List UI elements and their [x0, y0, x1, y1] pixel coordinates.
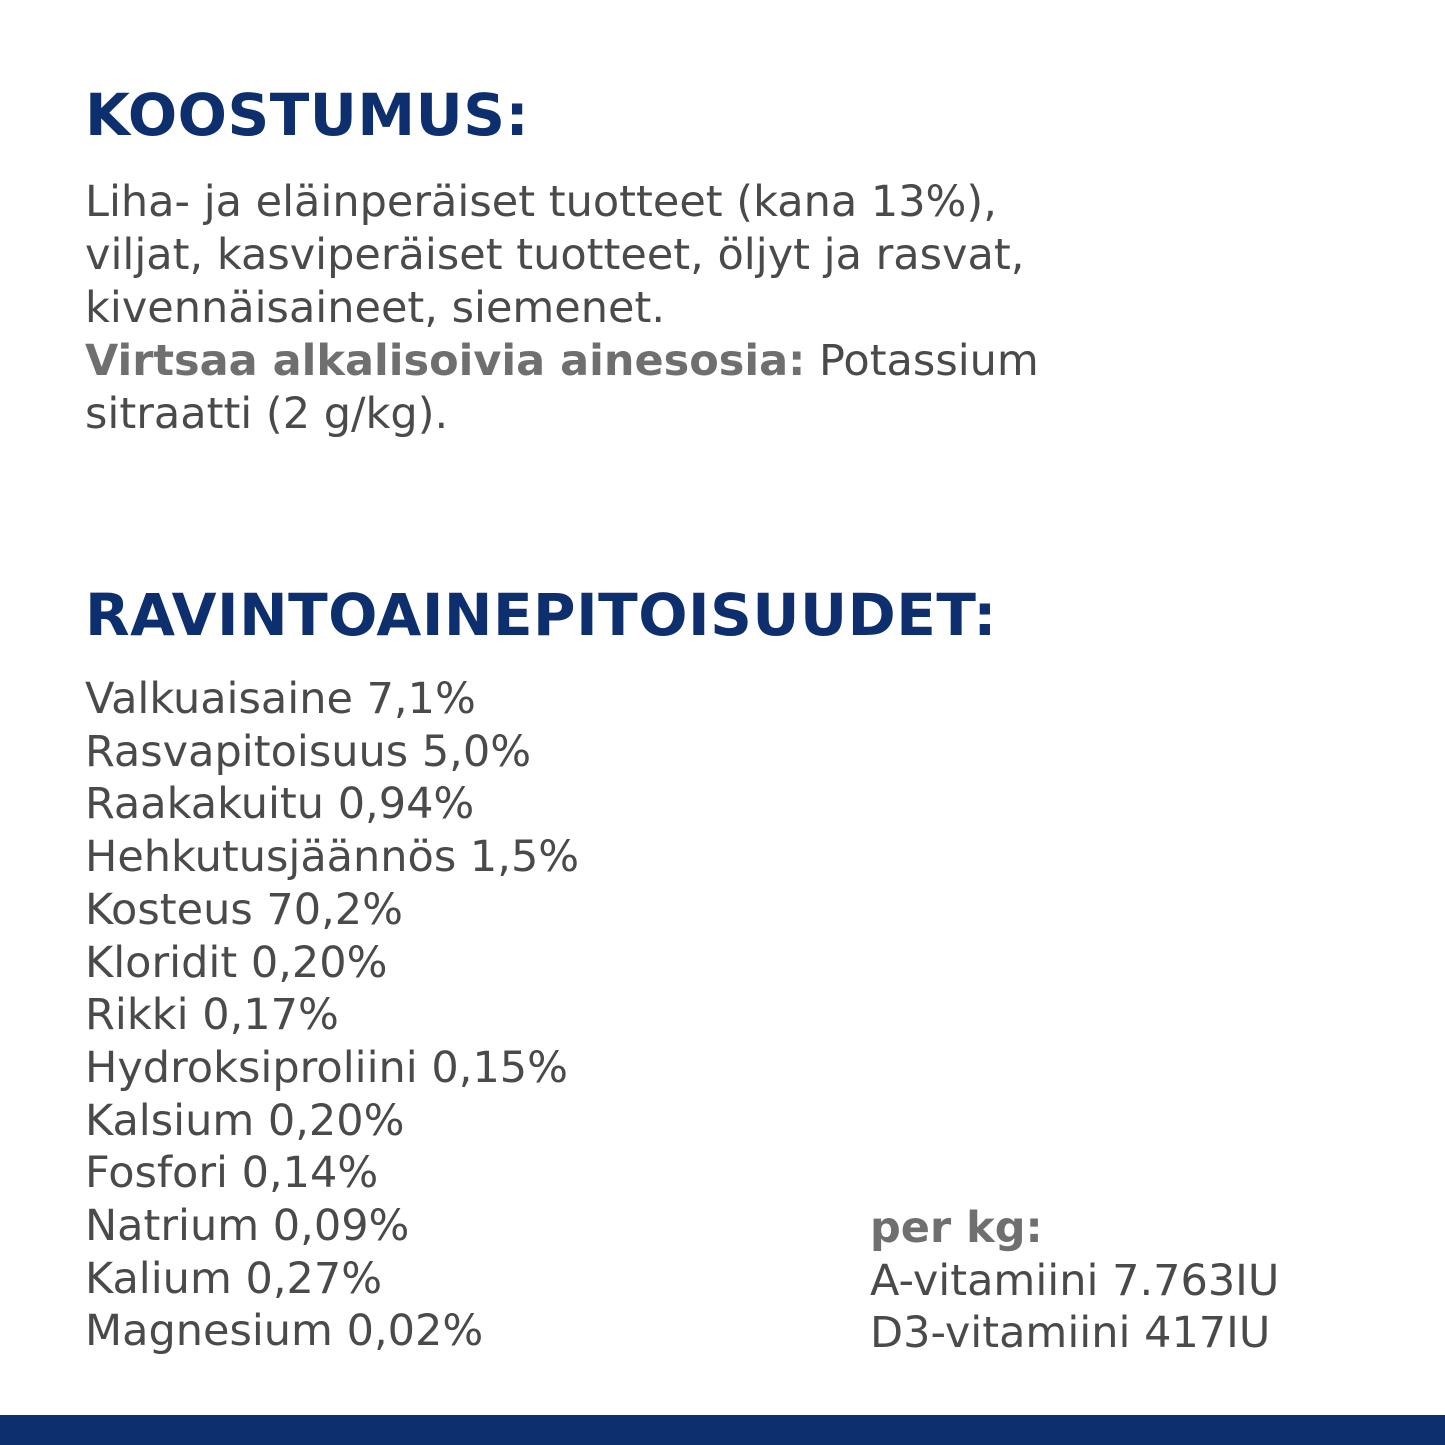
- alkalising-text-1: Potassium: [805, 336, 1039, 386]
- nutrient-item: Natrium 0,09%: [85, 1201, 410, 1252]
- composition-text: [85, 176, 1365, 441]
- nutrient-item: Rasvapitoisuus 5,0%: [85, 726, 532, 777]
- nutrients-heading: RAVINTOAINEPITOISUUDET:: [85, 581, 997, 649]
- nutrient-item: Hehkutusjäännös 1,5%: [85, 832, 580, 883]
- nutrient-item: Kloridit 0,20%: [85, 937, 388, 988]
- per-kg-title: per kg:: [870, 1203, 1043, 1253]
- composition-line-3: kivennäisaineet, siemenet.: [85, 283, 665, 333]
- nutrient-item: Kosteus 70,2%: [85, 884, 404, 935]
- composition-line-1: Liha- ja eläinperäiset tuotteet (kana 13%),: [85, 177, 997, 227]
- vitamin-d3: D3-vitamiini 417IU: [870, 1308, 1271, 1359]
- nutrient-item: Fosfori 0,14%: [85, 1148, 379, 1199]
- nutrient-item: Kalsium 0,20%: [85, 1095, 405, 1146]
- alkalising-label: Virtsaa alkalisoivia ainesosia:: [85, 336, 806, 386]
- nutrient-item: Hydroksiproliini 0,15%: [85, 1042, 569, 1093]
- nutrient-item: Rikki 0,17%: [85, 990, 339, 1041]
- nutrient-item: Raakakuitu 0,94%: [85, 779, 475, 830]
- composition-heading: KOOSTUMUS:: [85, 81, 530, 149]
- nutrient-item: Magnesium 0,02%: [85, 1306, 484, 1357]
- nutrient-list: [85, 673, 579, 1358]
- vitamin-a: A-vitamiini 7.763IU: [870, 1255, 1280, 1306]
- nutrient-item: Kalium 0,27%: [85, 1253, 383, 1304]
- bottom-bar: [0, 1415, 1445, 1445]
- nutrient-item: Valkuaisaine 7,1%: [85, 674, 476, 724]
- composition-line-2: viljat, kasviperäiset tuotteet, öljyt ja rasvat,: [85, 230, 1025, 280]
- per-kg-block: [870, 1202, 1279, 1360]
- alkalising-text-2: sitraatti (2 g/kg).: [85, 389, 449, 439]
